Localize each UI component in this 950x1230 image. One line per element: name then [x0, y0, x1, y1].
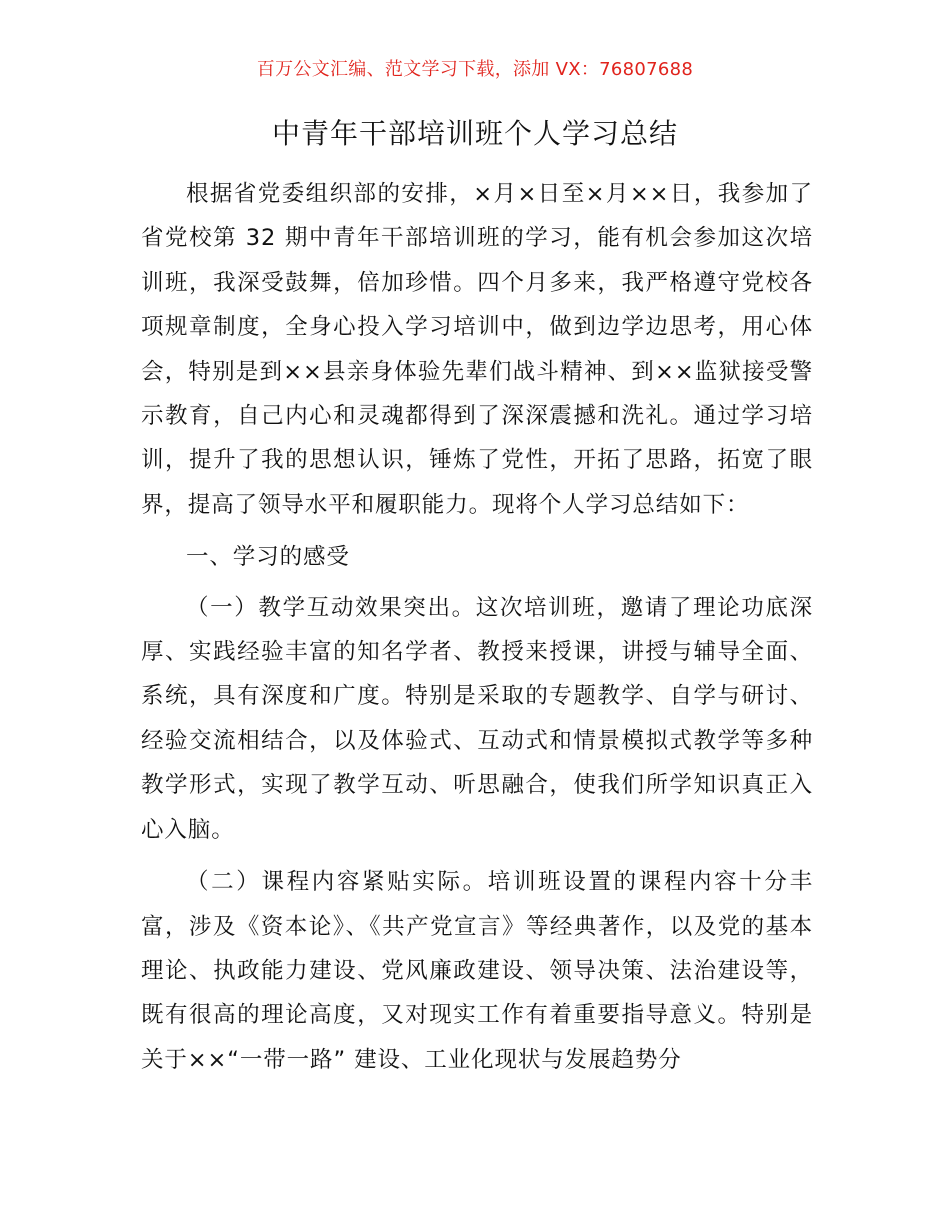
document-body [141, 172, 813, 1082]
document-title: 中青年干部培训班个人学习总结 [271, 117, 678, 150]
header-note: 百万公文汇编、范文学习下载，添加 VX：76807688 [256, 59, 694, 80]
paragraph-point-2: （二）课程内容紧贴实际。培训班设置的课程内容十分丰富，涉及《资本论》、《共产党宣言》等经典著作，以及党的基本理论、执政能力建设、党风廉政建设、领导决策、法治建设等，既有很高的理论高度，又对现实工作有着重要指导意义。特别是关于××“一带一路” 建设、工业化现状与发展趋势分 [141, 869, 813, 1073]
section-heading-1: 一、学习的感受 [186, 544, 350, 571]
paragraph-point-1: （一）教学互动效果突出。这次培训班，邀请了理论功底深厚、实践经验丰富的知名学者、教授来授课，讲授与辅导全面、系统，具有深度和广度。特别是采取的专题教学、自学与研讨、经验交流相结合，以及体验式、互动式和情景模拟式教学等多种教学形式，实现了教学互动、听思融合，使我们所学知识真正入心入脑。 [141, 594, 813, 843]
paragraph-intro: 根据省党委组织部的安排，×月×日至×月××日，我参加了省党校第 32 期中青年干部培训班的学习，能有机会参加这次培训班，我深受鼓舞，倍加珍惜。四个月多来，我严格遵守党校各项规章制度，全身心投入学习培训中，做到边学边思考，用心体会，特别是到××县亲身体验先辈们战斗精神、到××监狱接受警示教育，自己内心和灵魂都得到了深深震撼和洗礼。通过学习培训，提升了我的思想认识，锤炼了党性，开拓了思路，拓宽了眼界，提高了领导水平和履职能力。现将个人学习总结如下： [141, 181, 813, 518]
